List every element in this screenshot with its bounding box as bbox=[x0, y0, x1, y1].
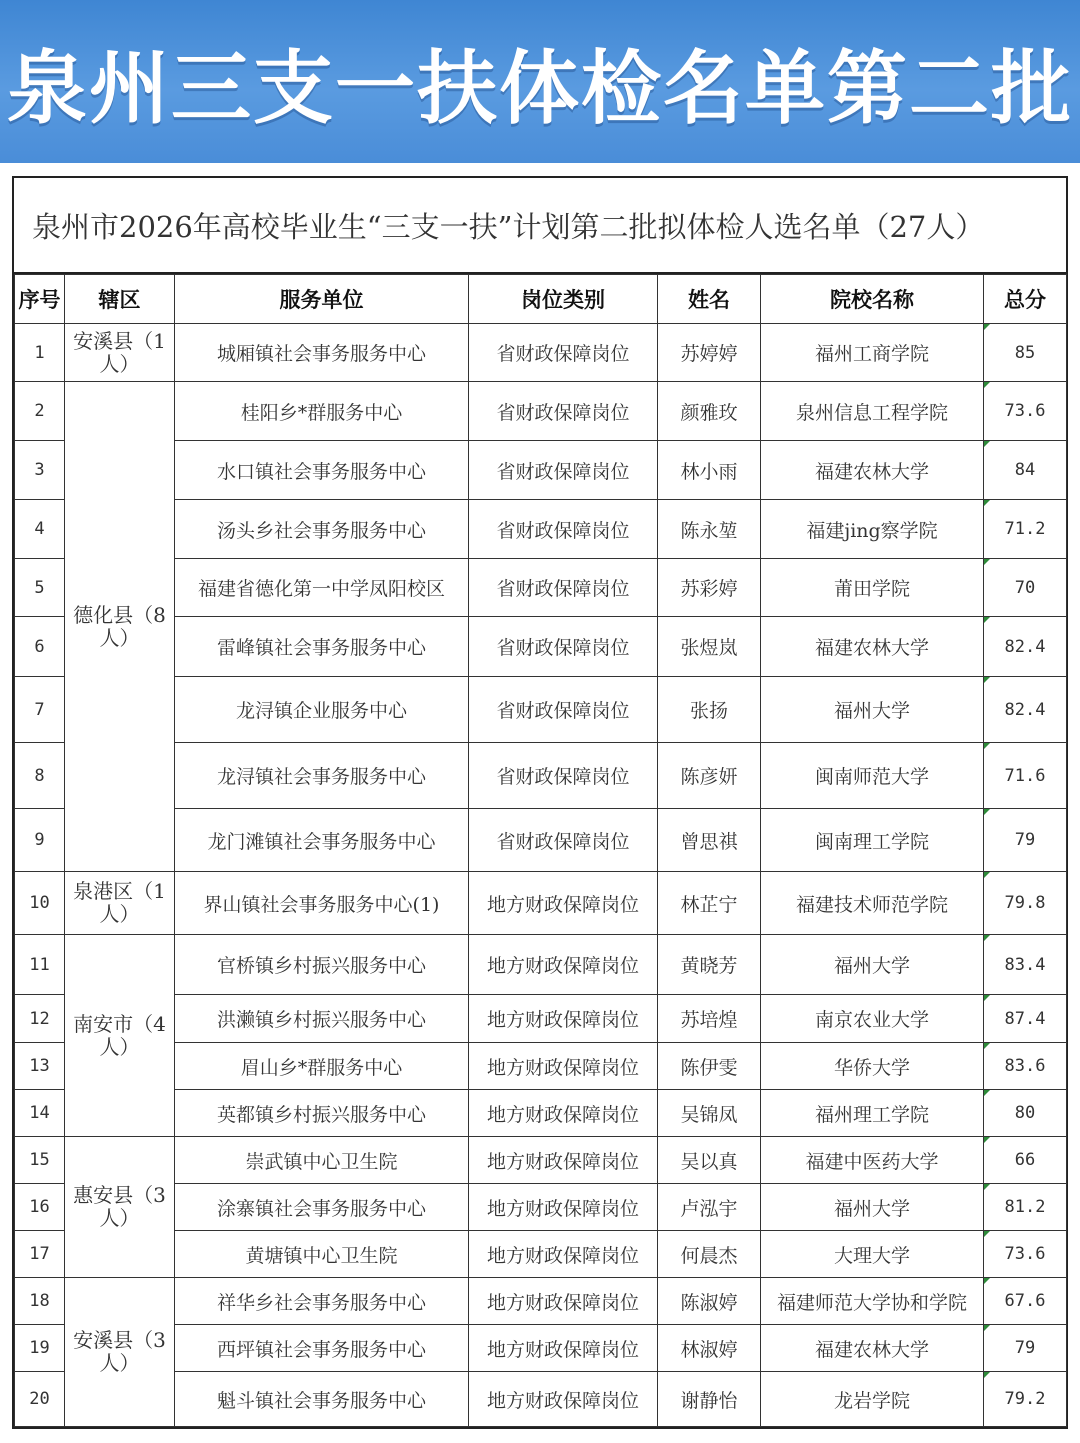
post-type: 省财政保障岗位 bbox=[469, 809, 658, 872]
table-row bbox=[15, 935, 1067, 995]
post-type: 地方财政保障岗位 bbox=[469, 935, 658, 995]
candidate-name: 陈永堃 bbox=[658, 500, 761, 559]
total-score: 71.2 bbox=[984, 500, 1067, 559]
service-unit: 汤头乡社会事务服务中心 bbox=[175, 500, 469, 559]
table-row bbox=[15, 324, 1067, 382]
service-unit: 龙浔镇社会事务服务中心 bbox=[175, 743, 469, 809]
service-unit: 官桥镇乡村振兴服务中心 bbox=[175, 935, 469, 995]
post-type: 地方财政保障岗位 bbox=[469, 872, 658, 935]
total-score: 79.2 bbox=[984, 1372, 1067, 1427]
post-type: 地方财政保障岗位 bbox=[469, 1137, 658, 1184]
candidate-name: 张煜岚 bbox=[658, 617, 761, 677]
service-unit: 西坪镇社会事务服务中心 bbox=[175, 1325, 469, 1372]
row-no: 20 bbox=[15, 1372, 65, 1427]
service-unit: 福建省德化第一中学凤阳校区 bbox=[175, 559, 469, 617]
post-type: 地方财政保障岗位 bbox=[469, 995, 658, 1043]
district-cell: 泉港区（1人） bbox=[65, 872, 175, 935]
candidate-name: 苏培煌 bbox=[658, 995, 761, 1043]
row-no: 15 bbox=[15, 1137, 65, 1184]
post-type: 地方财政保障岗位 bbox=[469, 1278, 658, 1325]
school-name: 福建农林大学 bbox=[761, 441, 984, 500]
row-no: 5 bbox=[15, 559, 65, 617]
service-unit: 龙浔镇企业服务中心 bbox=[175, 677, 469, 743]
total-score: 66 bbox=[984, 1137, 1067, 1184]
candidate-name: 陈伊雯 bbox=[658, 1043, 761, 1090]
header-district: 辖区 bbox=[65, 275, 175, 324]
candidate-name: 黄晓芳 bbox=[658, 935, 761, 995]
school-name: 南京农业大学 bbox=[761, 995, 984, 1043]
total-score: 73.6 bbox=[984, 382, 1067, 441]
total-score: 83.4 bbox=[984, 935, 1067, 995]
header-post: 岗位类别 bbox=[469, 275, 658, 324]
table-row bbox=[15, 382, 1067, 441]
total-score: 82.4 bbox=[984, 617, 1067, 677]
post-type: 地方财政保障岗位 bbox=[469, 1231, 658, 1278]
total-score: 79 bbox=[984, 809, 1067, 872]
service-unit: 黄塘镇中心卫生院 bbox=[175, 1231, 469, 1278]
school-name: 闽南理工学院 bbox=[761, 809, 984, 872]
table-row bbox=[15, 1137, 1067, 1184]
total-score: 79 bbox=[984, 1325, 1067, 1372]
district-cell: 安溪县（3人） bbox=[65, 1278, 175, 1427]
post-type: 地方财政保障岗位 bbox=[469, 1090, 658, 1137]
school-name: 福州大学 bbox=[761, 1184, 984, 1231]
school-name: 泉州信息工程学院 bbox=[761, 382, 984, 441]
candidate-name: 张扬 bbox=[658, 677, 761, 743]
school-name: 大理大学 bbox=[761, 1231, 984, 1278]
service-unit: 涂寨镇社会事务服务中心 bbox=[175, 1184, 469, 1231]
row-no: 13 bbox=[15, 1043, 65, 1090]
table-row bbox=[15, 872, 1067, 935]
school-name: 华侨大学 bbox=[761, 1043, 984, 1090]
row-no: 11 bbox=[15, 935, 65, 995]
post-type: 省财政保障岗位 bbox=[469, 617, 658, 677]
post-type: 省财政保障岗位 bbox=[469, 500, 658, 559]
school-name: 福州工商学院 bbox=[761, 324, 984, 382]
service-unit: 英都镇乡村振兴服务中心 bbox=[175, 1090, 469, 1137]
total-score: 71.6 bbox=[984, 743, 1067, 809]
service-unit: 城厢镇社会事务服务中心 bbox=[175, 324, 469, 382]
candidate-name: 卢泓宇 bbox=[658, 1184, 761, 1231]
candidate-name: 陈彦妍 bbox=[658, 743, 761, 809]
row-no: 10 bbox=[15, 872, 65, 935]
candidate-name: 林芷宁 bbox=[658, 872, 761, 935]
header-no: 序号 bbox=[15, 275, 65, 324]
candidate-name: 苏彩婷 bbox=[658, 559, 761, 617]
district-cell: 惠安县（3人） bbox=[65, 1137, 175, 1278]
post-type: 地方财政保障岗位 bbox=[469, 1184, 658, 1231]
total-score: 73.6 bbox=[984, 1231, 1067, 1278]
row-no: 9 bbox=[15, 809, 65, 872]
total-score: 81.2 bbox=[984, 1184, 1067, 1231]
service-unit: 界山镇社会事务服务中心(1) bbox=[175, 872, 469, 935]
candidate-name: 林淑婷 bbox=[658, 1325, 761, 1372]
district-cell: 南安市（4人） bbox=[65, 935, 175, 1137]
service-unit: 祥华乡社会事务服务中心 bbox=[175, 1278, 469, 1325]
candidate-name: 谢静怡 bbox=[658, 1372, 761, 1427]
total-score: 70 bbox=[984, 559, 1067, 617]
post-type: 地方财政保障岗位 bbox=[469, 1372, 658, 1427]
total-score: 84 bbox=[984, 441, 1067, 500]
candidate-name: 何晨杰 bbox=[658, 1231, 761, 1278]
service-unit: 雷峰镇社会事务服务中心 bbox=[175, 617, 469, 677]
candidate-name: 曾思祺 bbox=[658, 809, 761, 872]
school-name: 莆田学院 bbox=[761, 559, 984, 617]
post-type: 省财政保障岗位 bbox=[469, 382, 658, 441]
district-cell: 德化县（8人） bbox=[65, 382, 175, 872]
school-name: 福州理工学院 bbox=[761, 1090, 984, 1137]
school-name: 福建技术师范学院 bbox=[761, 872, 984, 935]
row-no: 7 bbox=[15, 677, 65, 743]
row-no: 14 bbox=[15, 1090, 65, 1137]
total-score: 67.6 bbox=[984, 1278, 1067, 1325]
candidate-table bbox=[14, 274, 1067, 1427]
title-banner bbox=[0, 0, 1080, 163]
school-name: 福州大学 bbox=[761, 935, 984, 995]
post-type: 省财政保障岗位 bbox=[469, 441, 658, 500]
service-unit: 洪濑镇乡村振兴服务中心 bbox=[175, 995, 469, 1043]
header-row bbox=[15, 275, 1067, 324]
post-type: 省财政保障岗位 bbox=[469, 324, 658, 382]
header-unit: 服务单位 bbox=[175, 275, 469, 324]
row-no: 18 bbox=[15, 1278, 65, 1325]
service-unit: 水口镇社会事务服务中心 bbox=[175, 441, 469, 500]
total-score: 82.4 bbox=[984, 677, 1067, 743]
total-score: 85 bbox=[984, 324, 1067, 382]
row-no: 2 bbox=[15, 382, 65, 441]
candidate-name: 吴锦凤 bbox=[658, 1090, 761, 1137]
candidate-name: 林小雨 bbox=[658, 441, 761, 500]
post-type: 省财政保障岗位 bbox=[469, 677, 658, 743]
school-name: 福建农林大学 bbox=[761, 617, 984, 677]
table-caption: 泉州市2026年高校毕业生“三支一扶”计划第二批拟体检人选名单（27人） bbox=[14, 178, 1066, 274]
name-list-sheet bbox=[12, 176, 1068, 1429]
row-no: 12 bbox=[15, 995, 65, 1043]
school-name: 闽南师范大学 bbox=[761, 743, 984, 809]
candidate-name: 陈淑婷 bbox=[658, 1278, 761, 1325]
post-type: 地方财政保障岗位 bbox=[469, 1043, 658, 1090]
header-school: 院校名称 bbox=[761, 275, 984, 324]
total-score: 83.6 bbox=[984, 1043, 1067, 1090]
school-name: 福建中医药大学 bbox=[761, 1137, 984, 1184]
table-row bbox=[15, 1278, 1067, 1325]
row-no: 6 bbox=[15, 617, 65, 677]
total-score: 80 bbox=[984, 1090, 1067, 1137]
school-name: 福建师范大学协和学院 bbox=[761, 1278, 984, 1325]
header-name: 姓名 bbox=[658, 275, 761, 324]
service-unit: 崇武镇中心卫生院 bbox=[175, 1137, 469, 1184]
banner-title: 泉州三支一扶体检名单第二批 bbox=[7, 42, 1073, 135]
total-score: 87.4 bbox=[984, 995, 1067, 1043]
row-no: 1 bbox=[15, 324, 65, 382]
school-name: 福建jing察学院 bbox=[761, 500, 984, 559]
total-score: 79.8 bbox=[984, 872, 1067, 935]
candidate-name: 颜雅玫 bbox=[658, 382, 761, 441]
school-name: 龙岩学院 bbox=[761, 1372, 984, 1427]
post-type: 省财政保障岗位 bbox=[469, 559, 658, 617]
post-type: 省财政保障岗位 bbox=[469, 743, 658, 809]
school-name: 福州大学 bbox=[761, 677, 984, 743]
row-no: 19 bbox=[15, 1325, 65, 1372]
service-unit: 桂阳乡*群服务中心 bbox=[175, 382, 469, 441]
district-cell: 安溪县（1人） bbox=[65, 324, 175, 382]
candidate-name: 吴以真 bbox=[658, 1137, 761, 1184]
service-unit: 眉山乡*群服务中心 bbox=[175, 1043, 469, 1090]
row-no: 8 bbox=[15, 743, 65, 809]
service-unit: 龙门滩镇社会事务服务中心 bbox=[175, 809, 469, 872]
row-no: 4 bbox=[15, 500, 65, 559]
service-unit: 魁斗镇社会事务服务中心 bbox=[175, 1372, 469, 1427]
row-no: 17 bbox=[15, 1231, 65, 1278]
row-no: 3 bbox=[15, 441, 65, 500]
candidate-name: 苏婷婷 bbox=[658, 324, 761, 382]
post-type: 地方财政保障岗位 bbox=[469, 1325, 658, 1372]
row-no: 16 bbox=[15, 1184, 65, 1231]
header-score: 总分 bbox=[984, 275, 1067, 324]
school-name: 福建农林大学 bbox=[761, 1325, 984, 1372]
